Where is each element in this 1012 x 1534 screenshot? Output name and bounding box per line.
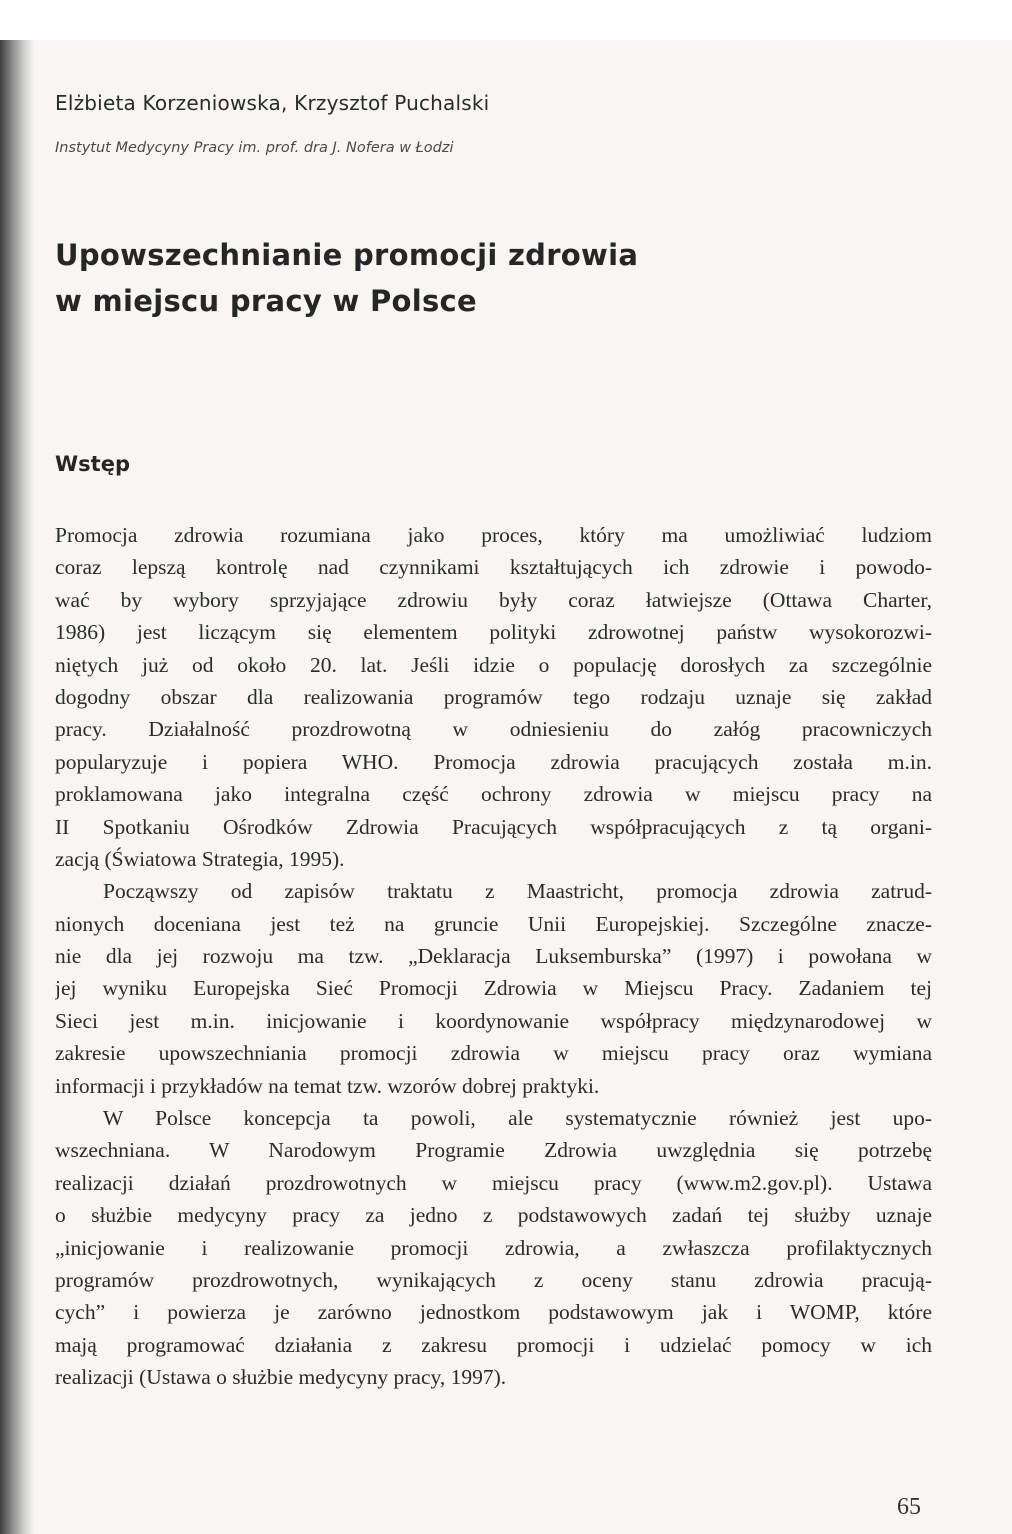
paragraph-2-line: informacji i przykładów na temat tzw. wzorów dobrej praktyki.: [55, 1073, 600, 1098]
paragraph-3-line: wszechniana. W Narodowym Programie Zdrowia uwzględnia się potrzebę: [55, 1138, 932, 1163]
paragraph-3-line: W Polsce koncepcja ta powoli, ale systematycznie również jest upo-: [103, 1106, 932, 1131]
authors-line: Elżbieta Korzeniowska, Krzysztof Puchalski: [55, 91, 490, 115]
paragraph-3-line: o służbie medycyny pracy za jedno z podstawowych zadań tej służby uznaje: [55, 1203, 932, 1228]
paragraph-2-line: nionych doceniana jest też na gruncie Unii Europejskiej. Szczególne znacze-: [55, 911, 932, 936]
paragraph-2-line: nie dla jej rozwoju ma tzw. „Deklaracja Luksemburska” (1997) i powołana w: [55, 944, 932, 969]
paragraph-3-line: cych” i powierza je zarówno jednostkom podstawowym jak i WOMP, które: [55, 1300, 932, 1325]
article-title: [55, 232, 638, 324]
paragraph-3-line: programów prozdrowotnych, wynikających z oceny stanu zdrowia pracują-: [55, 1267, 932, 1292]
paragraph-1-line: proklamowana jako integralna część ochrony zdrowia w miejscu pracy na: [55, 782, 932, 807]
paragraph-1-line: Promocja zdrowia rozumiana jako proces, który ma umożliwiać ludziom: [55, 523, 932, 547]
paragraph-3-line: realizacji działań prozdrowotnych w miejscu pracy (www.m2.gov.pl). Ustawa: [55, 1170, 932, 1195]
paragraph-1-line: zacją (Światowa Strategia, 1995).: [55, 846, 345, 871]
paragraph-2-line: jej wyniku Europejska Sieć Promocji Zdrowia w Miejscu Pracy. Zadaniem tej: [55, 976, 932, 1001]
paragraph-1-line: wać by wybory sprzyjające zdrowiu były coraz łatwiejsze (Ottawa Charter,: [55, 587, 932, 612]
paragraph-3-line: „inicjowanie i realizowanie promocji zdrowia, a zwłaszcza profilaktycznych: [55, 1235, 932, 1260]
page-number: 65: [897, 1494, 921, 1520]
affiliation-line: Instytut Medycyny Pracy im. prof. dra J. Nofera w Łodzi: [55, 140, 454, 156]
paragraph-1-line: pracy. Działalność prozdrowotną w odniesieniu do załóg pracowniczych: [55, 717, 932, 742]
paragraph-1-line: 1986) jest liczącym się elementem polityki zdrowotnej państw wysokorozwi-: [55, 620, 932, 645]
binding-shadow: [0, 40, 34, 1534]
body-text: [55, 519, 932, 1394]
paragraph-1-line: niętych już od około 20. lat. Jeśli idzie o populację dorosłych za szczególnie: [55, 652, 932, 677]
paragraph-1-line: popularyzuje i popiera WHO. Promocja zdrowia pracujących została m.in.: [55, 749, 932, 774]
paragraph-1-line: coraz lepszą kontrolę nad czynnikami kształtujących ich zdrowie i powodo-: [55, 555, 932, 580]
paragraph-1-line: II Spotkaniu Ośrodków Zdrowia Pracujących współpracujących z tą organi-: [55, 814, 932, 839]
article-title-line-2: w miejscu pracy w Polsce: [55, 284, 477, 318]
paragraph-2-line: Sieci jest m.in. inicjowanie i koordynowanie współpracy międzynarodowej w: [55, 1008, 932, 1033]
article-title-line-1: Upowszechnianie promocji zdrowia: [55, 238, 639, 272]
section-heading: Wstęp: [55, 452, 130, 476]
page-top-margin: [0, 0, 1012, 40]
paragraph-2-line: Począwszy od zapisów traktatu z Maastricht, promocja zdrowia zatrud-: [103, 879, 932, 904]
paragraph-3-line: realizacji (Ustawa o służbie medycyny pracy, 1997).: [55, 1365, 507, 1390]
paragraph-1-line: dogodny obszar dla realizowania programów tego rodzaju uznaje się zakład: [55, 684, 932, 709]
paragraph-3-line: mają programować działania z zakresu promocji i udzielać pomocy w ich: [55, 1332, 932, 1357]
paragraph-2-line: zakresie upowszechniania promocji zdrowia w miejscu pracy oraz wymiana: [55, 1041, 932, 1066]
